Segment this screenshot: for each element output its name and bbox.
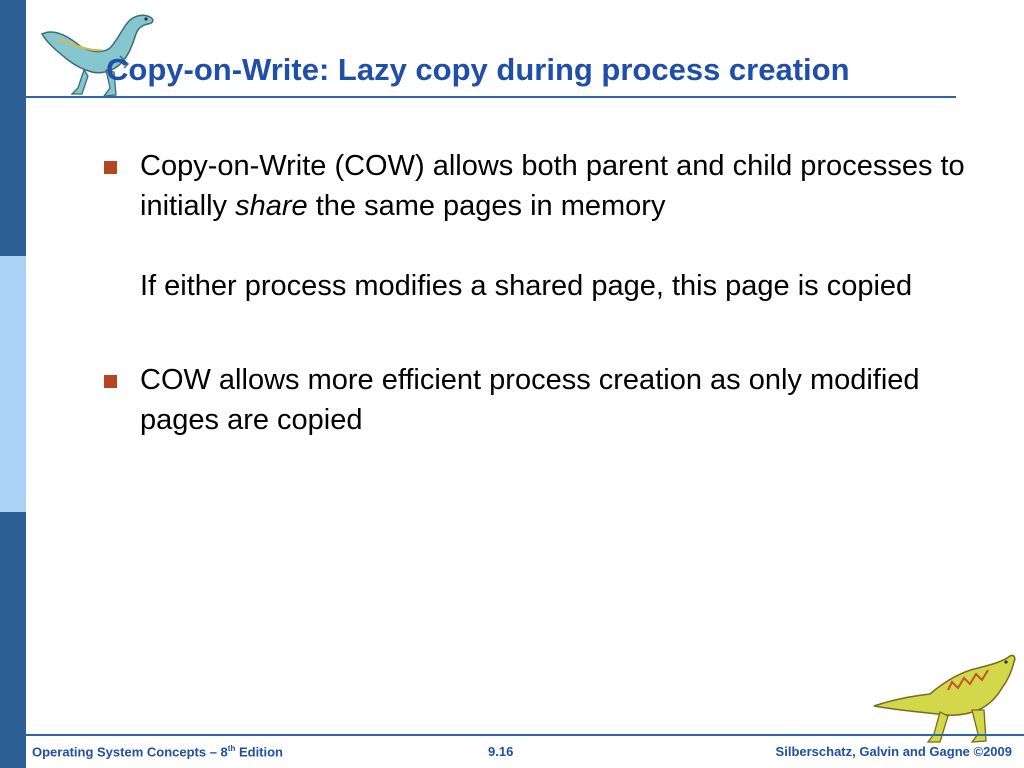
- slide-body: [104, 146, 984, 440]
- footer-book-title: Operating System Concepts – 8th Edition: [32, 744, 284, 760]
- emphasis-text: share: [235, 190, 308, 222]
- bullet-continuation-paragraph: If either process modifies a shared page, this page is copied: [140, 270, 913, 302]
- sidebar-segment-top: [0, 0, 26, 256]
- footer-page-number: 9.16: [488, 744, 514, 759]
- bullet-item: [104, 360, 984, 440]
- bullet-square-icon: [104, 375, 117, 388]
- sidebar-segment-bottom: [0, 512, 26, 768]
- slide-title: Copy-on-Write: Lazy copy during process creation: [106, 52, 850, 87]
- bullet-item: [104, 146, 984, 306]
- title-divider: [26, 96, 956, 98]
- bullet-paragraph: COW allows more efficient process creation as only modified pages are copied: [140, 364, 920, 436]
- bullet-square-icon: [104, 161, 117, 174]
- bullet-paragraph: Copy-on-Write (COW) allows both parent and child processes to initially share the same pages in memory: [140, 150, 965, 222]
- footer-divider: [26, 734, 1024, 736]
- dinosaur-footer-icon: [868, 650, 1018, 746]
- footer-copyright: Silberschatz, Galvin and Gagne ©2009: [775, 744, 1012, 759]
- sidebar-stripe: [0, 0, 26, 768]
- sidebar-segment-middle: [0, 256, 26, 512]
